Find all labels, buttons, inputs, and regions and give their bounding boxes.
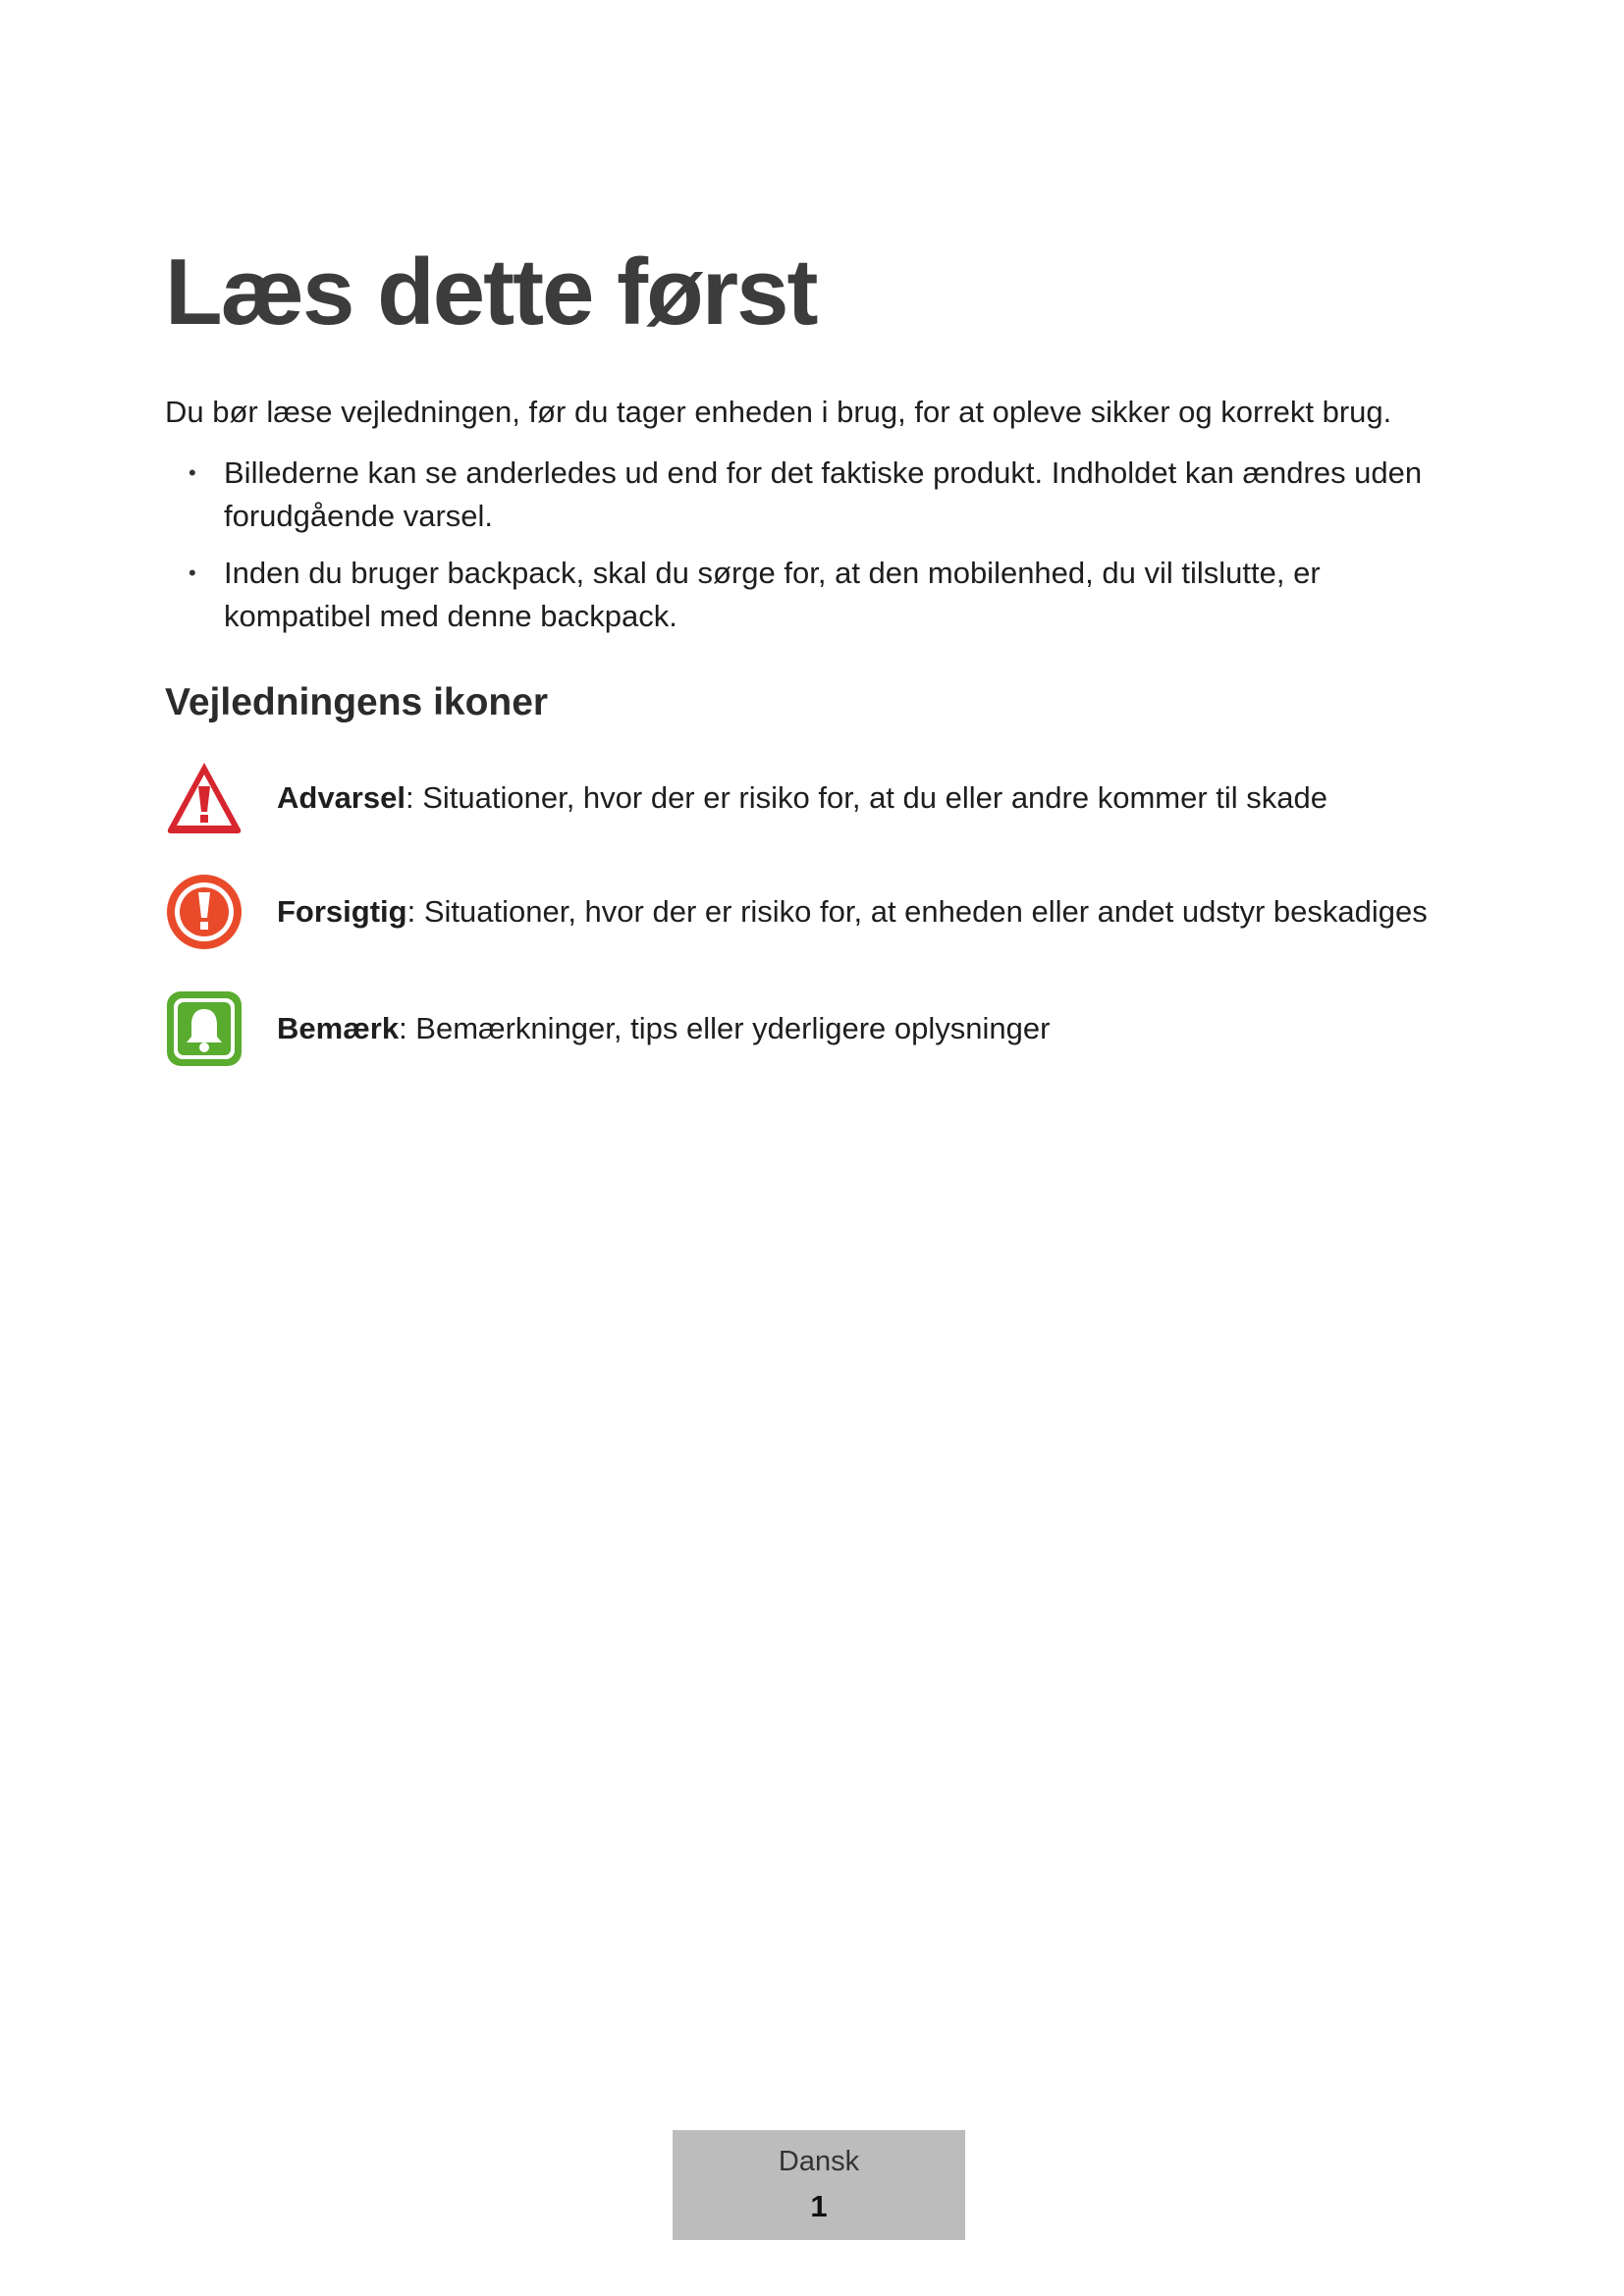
bullet-dot-icon: •: [189, 460, 196, 485]
bullet-text: Billederne kan se anderledes ud end for det faktiske produkt. Indholdet kan ændres uden forudgående varsel.: [224, 455, 1423, 533]
page-footer: [673, 2130, 965, 2240]
intro-paragraph: Du bør læse vejledningen, før du tager enheden i brug, for at opleve sikker og korrekt brug.: [165, 395, 1392, 429]
bullet-text: Inden du bruger backpack, skal du sørge for, at den mobilenhed, du vil tilslutte, er kompatibel med denne backpack.: [224, 556, 1321, 633]
bullet-item: [165, 552, 1471, 638]
icon-term: Advarsel: [277, 780, 406, 815]
icon-description: [277, 1009, 1050, 1048]
bullet-dot-icon: •: [189, 561, 196, 585]
icon-row-caution: [165, 873, 1500, 951]
footer-language: Dansk: [778, 2146, 860, 2177]
bullet-list: [165, 452, 1471, 652]
section-heading: Vejledningens ikoner: [165, 681, 549, 723]
icon-text: : Situationer, hvor der er risiko for, at enheden eller andet udstyr beskadiges: [406, 894, 1428, 929]
icon-term: Forsigtig: [277, 894, 407, 929]
caution-circle-icon: [165, 873, 244, 951]
page-number: 1: [810, 2189, 828, 2223]
page-title: Læs dette først: [165, 240, 817, 345]
note-bell-icon: [165, 989, 244, 1068]
icon-description: [277, 892, 1428, 932]
warning-triangle-icon: [165, 759, 244, 837]
bullet-item: [165, 452, 1471, 538]
icon-text: : Bemærkninger, tips eller yderligere oplysninger: [399, 1011, 1051, 1045]
icon-term: Bemærk: [277, 1011, 400, 1045]
icon-row-warning: [165, 759, 1500, 837]
icon-description: [277, 778, 1327, 818]
icon-row-note: [165, 989, 1500, 1068]
icon-text: : Situationer, hvor der er risiko for, at du eller andre kommer til skade: [405, 780, 1328, 815]
